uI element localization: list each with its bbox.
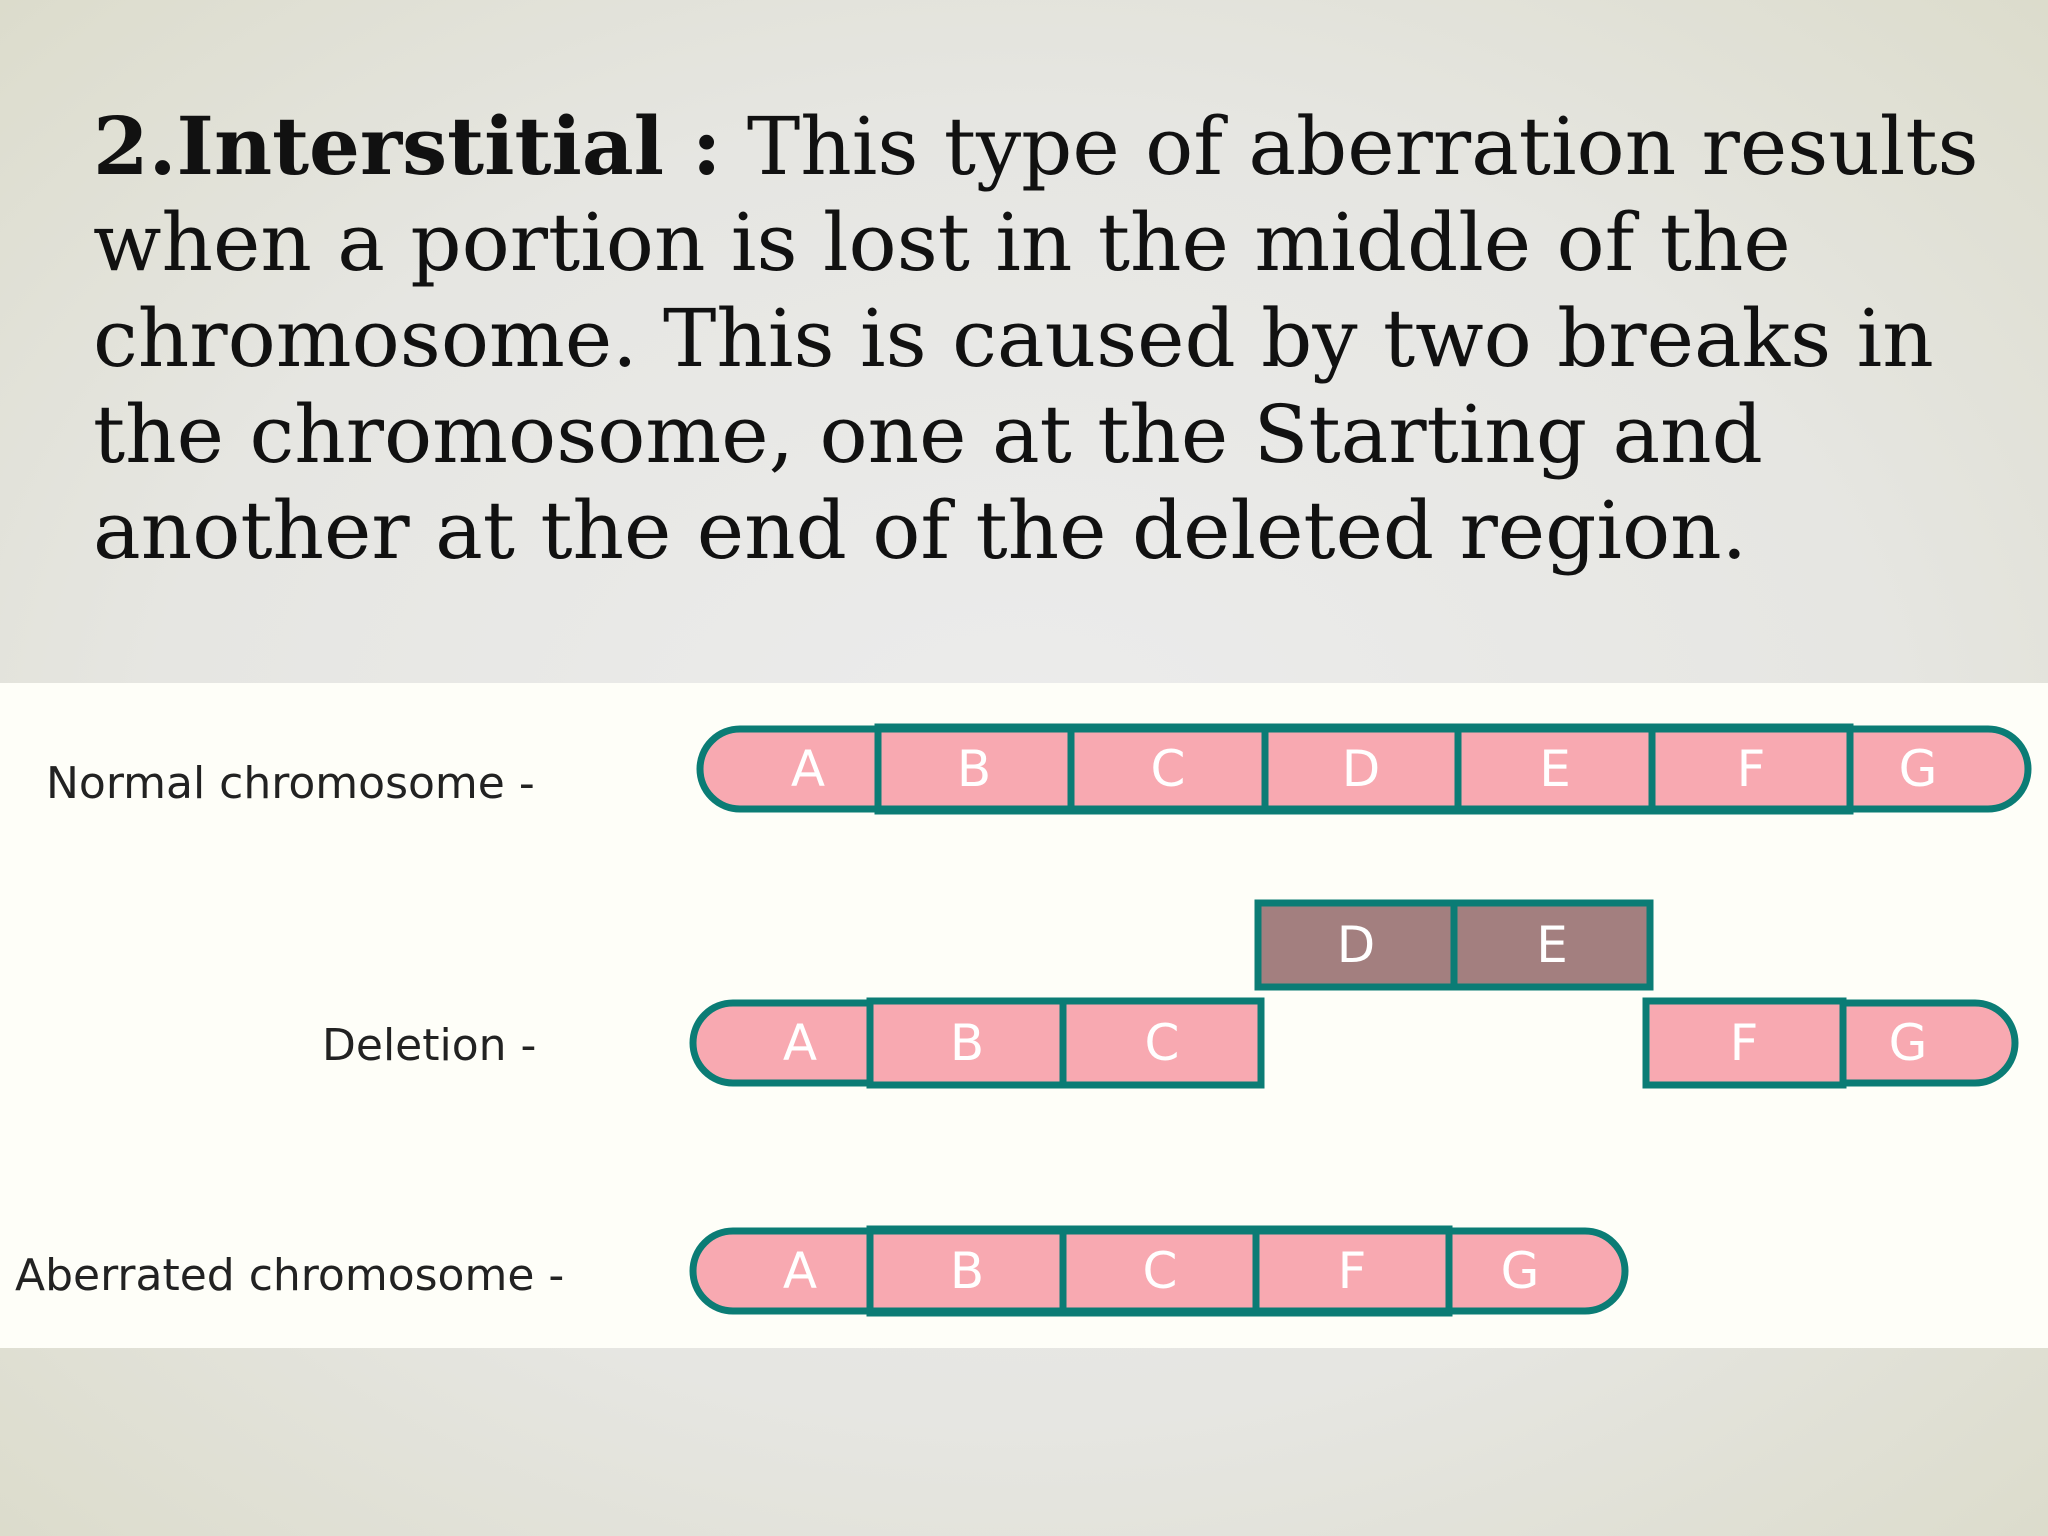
segment-label: B	[956, 740, 992, 798]
slide-heading: 2.Interstitial :	[93, 99, 722, 193]
segment-label: A	[790, 740, 826, 798]
segment-g	[1850, 729, 2028, 809]
segment-label: C	[1144, 1014, 1180, 1072]
segment-label: F	[1736, 740, 1766, 798]
segment-a	[693, 1003, 870, 1083]
deletion-left-part	[693, 1001, 1261, 1085]
segment-a	[700, 729, 878, 809]
segment-label: B	[949, 1014, 985, 1072]
segment-label: C	[1142, 1242, 1178, 1300]
segment-label: D	[1336, 916, 1376, 974]
slide-text	[93, 98, 1993, 579]
segment-label: D	[1341, 740, 1381, 798]
deletion-right-part	[1646, 1001, 2015, 1085]
segment-g	[1843, 1003, 2015, 1083]
aberrated-chromosome-label: Aberrated chromosome -	[15, 1250, 565, 1301]
normal-chromosome	[700, 727, 2028, 811]
deletion-label: Deletion -	[322, 1020, 537, 1071]
segment-label: F	[1729, 1014, 1759, 1072]
segment-label: F	[1337, 1242, 1367, 1300]
segment-label: B	[949, 1242, 985, 1300]
segment-label: C	[1150, 740, 1186, 798]
aberrated-chromosome	[693, 1229, 1625, 1313]
deleted-fragment	[1258, 903, 1650, 987]
segment-label: E	[1536, 916, 1568, 974]
segment-label: A	[782, 1242, 818, 1300]
segment-a	[693, 1231, 870, 1311]
segment-label: G	[1888, 1014, 1928, 1072]
segment-label: G	[1898, 740, 1938, 798]
chromosome-diagram	[0, 683, 2048, 1348]
segment-label: A	[782, 1014, 818, 1072]
slide-body: This type of aberration results when a portion is lost in the middle of the chromosome. This is caused by two breaks in the chromosome, one at the Starting and another at the end of the deleted region.	[93, 100, 1979, 577]
segment-label: E	[1539, 740, 1571, 798]
normal-chromosome-label: Normal chromosome -	[46, 758, 535, 809]
segment-label: G	[1500, 1242, 1540, 1300]
